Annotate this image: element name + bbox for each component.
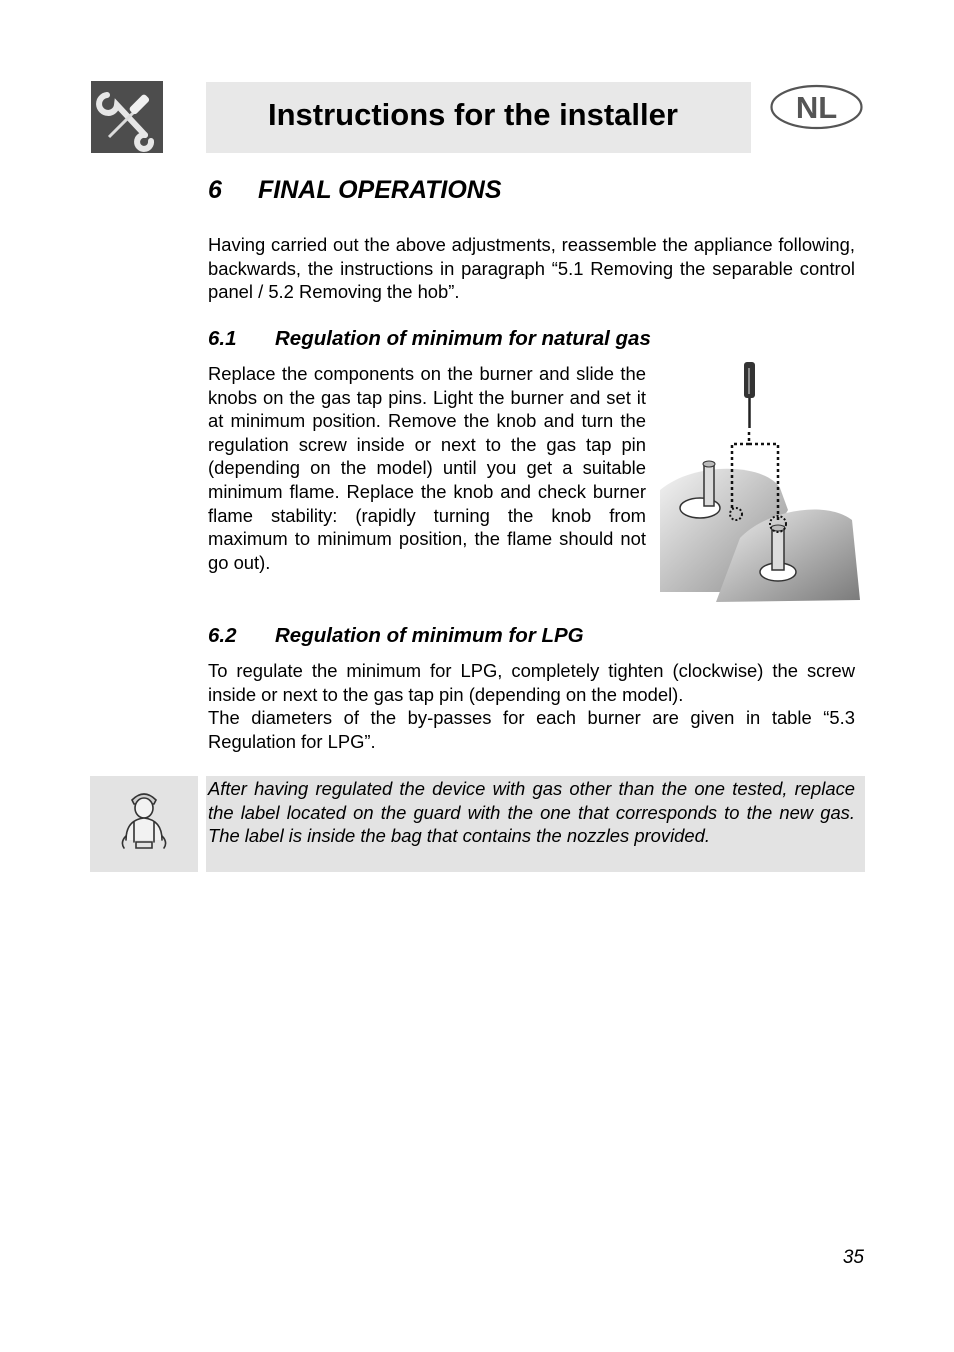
technician-icon <box>90 776 198 872</box>
page-number: 35 <box>842 1247 864 1268</box>
subsection-6-2-heading <box>208 624 584 648</box>
section-title-text: FINAL OPERATIONS <box>258 176 502 204</box>
header-title: Instructions for the installer <box>268 97 678 132</box>
subsection-6-2-line-1: To regulate the minimum for LPG, completely tighten (clockwise) the screw inside or next to the gas tap pin (depending on the model). <box>208 660 855 705</box>
gas-tap-adjustment-icon <box>656 360 860 602</box>
section-title <box>208 176 502 205</box>
language-badge-label: NL <box>795 90 838 125</box>
subsection-title: Regulation of minimum for LPG <box>275 624 584 647</box>
subsection-6-1-heading <box>208 327 651 351</box>
subsection-title: Regulation of minimum for natural gas <box>275 327 651 350</box>
wrench-screwdriver-icon <box>91 81 163 153</box>
language-badge <box>769 84 864 130</box>
section-intro: Having carried out the above adjustments, reassemble the appliance following, backwards, the instructions in paragraph “5.1 Removing the separable control panel / 5.2 Removing the hob”. <box>208 234 855 303</box>
subsection-6-1-body: Replace the components on the burner and slide the knobs on the gas tap pins. Light the burner and set it at minimum position. Remove the knob and turn the regulation screw inside or next to the gas tap pin (depending on the model) until you get a suitable minimum flame. Replace the knob and check burner flame stability: (rapidly turning the knob from maximum to minimum position, the flame should not go out). <box>208 363 646 573</box>
subsection-6-2-body <box>208 659 855 753</box>
subsection-number: 6.2 <box>208 624 237 647</box>
note-text: After having regulated the device with gas other than the one tested, replace the label located on the guard with the one that corresponds to the new gas. The label is inside the bag that contains the nozzles provided. <box>208 778 855 847</box>
subsection-number: 6.1 <box>208 327 237 350</box>
section-number: 6 <box>208 176 222 204</box>
subsection-6-2-line-2: The diameters of the by-passes for each burner are given in table “5.3 Regulation for LPG”. <box>208 707 855 752</box>
